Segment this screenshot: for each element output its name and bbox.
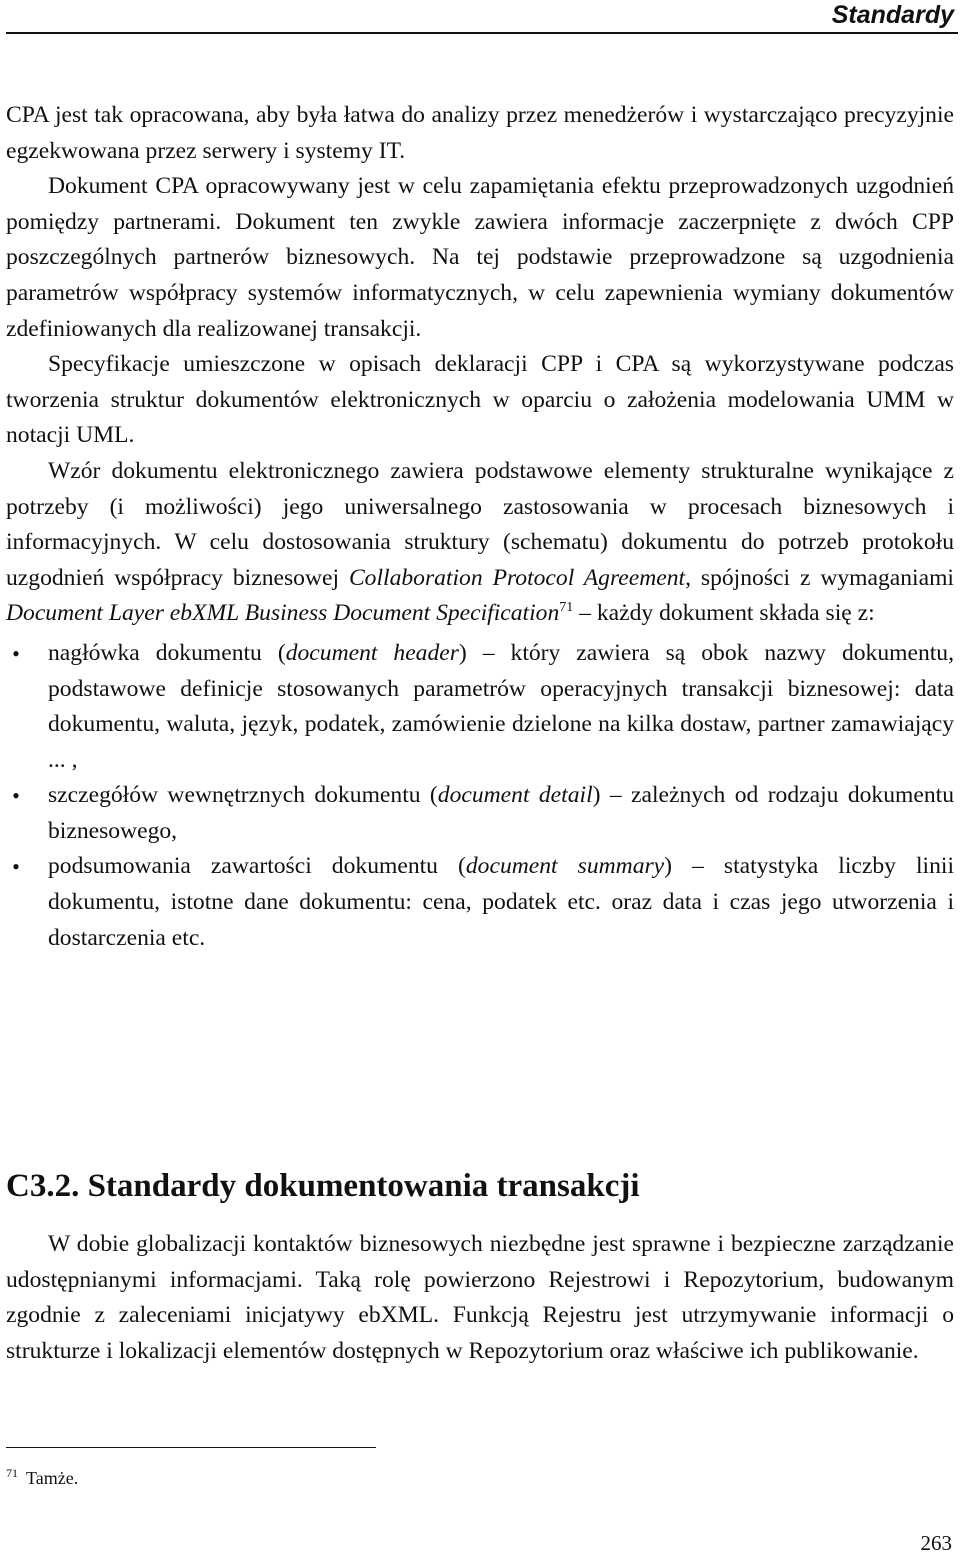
footnote-reference[interactable]: 71 [559,600,574,616]
bullet-icon: • [12,640,20,666]
paragraph-3: Specyfikacje umieszczone w opisach deklaracji CPP i CPA są wykorzystywane podczas tworzenia struktur dokumentów elektronicznych w oparciu o założenia modelowania UMM w notacji UML. [6,351,954,449]
running-title: Standardy [831,1,954,29]
footnote-number: 71 [6,1466,18,1480]
list-item-italic: document header [285,639,459,666]
body-text [6,98,954,956]
list-item [6,849,954,956]
paragraph-4 [6,454,954,632]
page-number: 263 [920,1531,952,1555]
footnote-rule [6,1447,376,1448]
list-item [6,778,954,849]
section-body [6,1227,954,1369]
list-item-text-1: nagłówka dokumentu ( [48,639,286,666]
bullet-list [6,636,954,956]
header-rule [6,32,958,34]
list-item [6,636,954,778]
list-item-text-2: ) – który zawiera są obok nazwy dokumentu, podstawowe definicje stosowanych parametrów operacyjnych transakcji biznesowej: data dokumentu, waluta, język, podatek, zamówienie dzielone na kilka dostaw, partner zamawiający ... , [48,639,955,773]
list-item-italic: document summary [465,853,665,880]
list-item-text-2: ) – statystyka liczby linii dokumentu, istotne dane dokumentu: cena, podatek etc. oraz data i czas jego utworzenia i dostarczenia etc. [48,853,954,951]
list-item-text-1: podsumowania zawartości dokumentu ( [48,853,466,880]
bullet-icon: • [12,854,20,880]
paragraph-4-text-2: , spójności z wymaganiami [685,564,954,591]
footnote [6,1460,78,1491]
paragraph-1: CPA jest tak opracowana, aby była łatwa do analizy przez menedżerów i wystarczająco precyzyjnie egzekwowana przez serwery i systemy IT. [6,102,954,164]
paragraph-4-italic-2: Document Layer ebXML Business Document Specification [6,600,560,627]
list-item-text-1: szczegółów wewnętrznych dokumentu ( [48,782,438,809]
list-item-text-2: ) – zależnych od rodzaju dokumentu biznesowego, [48,782,954,844]
footnote-text: Tamże. [26,1468,79,1488]
paragraph-4-text-3: – każdy dokument składa się z: [573,600,875,627]
paragraph-4-text-1: Wzór dokumentu elektronicznego zawiera podstawowe elementy strukturalne wynikające z potrzeby (i możliwości) jego uniwersalnego zastosowania w procesach biznesowych i informacyjnych. W celu dostosowania struktury (schematu) dokumentu do potrzeb protokołu uzgodnień współpracy biznesowej [6,457,954,591]
section-heading: C3.2. Standardy dokumentowania transakcji [6,1168,640,1204]
bullet-icon: • [12,783,20,809]
list-item-italic: document detail [437,782,593,809]
paragraph-2: Dokument CPA opracowywany jest w celu zapamiętania efektu przeprowadzonych uzgodnień pomiędzy partnerami. Dokument ten zwykle zawiera informacje zaczerpnięte z dwóch CPP poszczególnych partnerów biznesowych. Na tej podstawie przeprowadzone są uzgodnienia parametrów współpracy systemów informatycznych, w celu zapewnienia wymiany dokumentów zdefiniowanych dla realizowanej transakcji. [6,173,954,342]
paragraph-4-italic-1: Collaboration Protocol Agreement [348,564,686,591]
section-paragraph: W dobie globalizacji kontaktów biznesowych niezbędne jest sprawne i bezpieczne zarządzanie udostępnianymi informacjami. Taką rolę powierzono Rejestrowi i Repozytorium, budowanym zgodnie z zaleceniami inicjatywy ebXML. Funkcją Rejestru jest utrzymywanie informacji o strukturze i lokalizacji elementów dostępnych w Repozytorium oraz właściwe ich publikowanie. [6,1231,954,1364]
